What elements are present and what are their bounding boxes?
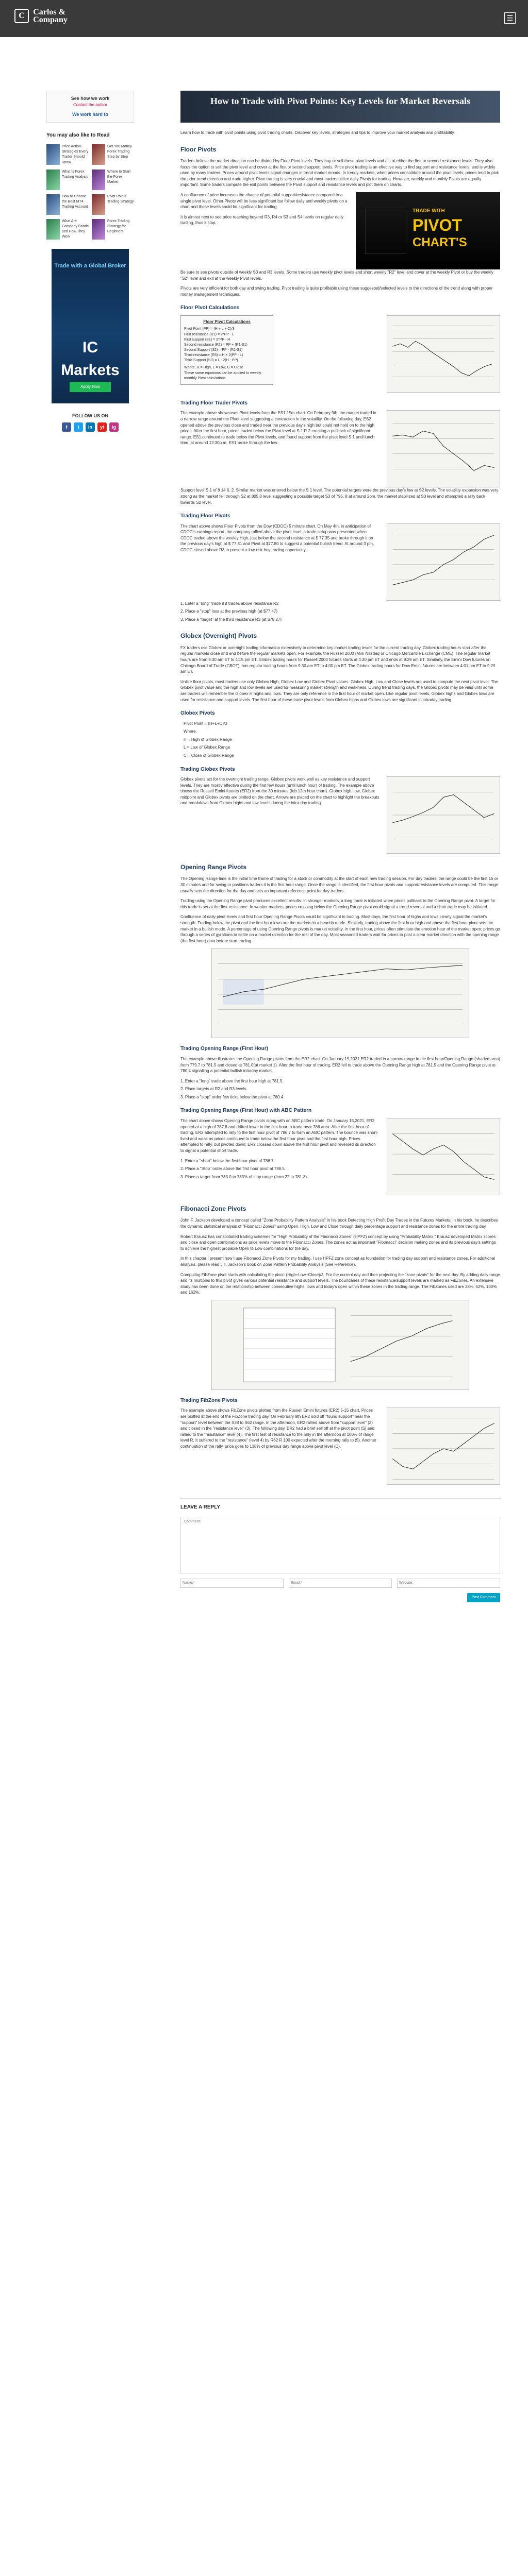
logo-mark: C [14,9,29,23]
linkedin-icon[interactable]: in [86,422,95,432]
comments-title: LEAVE A REPLY [180,1504,221,1511]
youtube-icon[interactable]: yt [97,422,107,432]
related-item[interactable]: Pivot Points Trading Strategy [92,194,134,215]
related-title: You may also like to Read [46,132,110,138]
fibzone-trading-row [180,1408,500,1485]
twitter-icon[interactable]: t [74,422,83,432]
pivot-chart-promo-image: TRADE WITH PIVOT CHART'S [356,192,500,269]
paragraph: The example above showcases Pivot levels from the ES1 15m chart. On February 9th, the market traded in a narrow range around the Pivot level suggesting a contraction in the volatility. On the following day, ES2 opened above the previous close and traded near the previous day's high but could not hold on to the high prices. After the first hour, prices traded below the Pivot level at S 1 R 2 creating a pullback of significant range. ES1 continued to trade below the Pivot levels, and found support from the pivot level S 1 until lunch time, at around 12:30p.m. ES1 broke through the low. [180,411,376,446]
trader-pivots-row [180,410,500,487]
name-field[interactable] [180,1579,284,1588]
globex-trading-row [180,776,500,854]
article-thumbnail [46,194,60,215]
article-intro: Learn how to trade with pivot points using pivot trading charts. Discover key levels, strategies and tips to improve your market analysis and profitability. [180,130,455,135]
related-item[interactable]: Forex Trading Strategy for Beginners [92,219,134,240]
logo-name: Carlos & Company [33,8,68,24]
comments-section [180,1498,500,1599]
article-thumbnail [46,219,60,240]
paragraph: The Opening Range time is the initial time frame of trading for a stock or commodity at the start of each new trading session. For day traders, the range could be the first 15 or 30 minutes and for swing or positions traders it is the first hour range. Once the range is identified, the first hour pivots and support/resistance levels are computed. This range usually sets the direction for the day and acts an important reference point for day traders. [180,876,498,893]
widget-link[interactable]: We work hard to [72,111,108,117]
paragraph: The example above illustrates the Opening Range pivots from the ER2 chart. On January 15,2021 ER2 traded in a narrow range in the first hour/Opening Range (shaded area) from 779.7 to 781.5 and closed at 781.0(at market 1). After the first hour of trading, ER2 fell to trade above the Opening Range high at 781.5 and the Opening Range pivot at 780.4 signalling a potential bullish intraday market. [180,1056,500,1074]
cdoc-pivot-chart [387,523,500,601]
section-heading: Trading Floor Pivots [180,513,230,519]
article [180,91,500,1602]
comment-textarea[interactable] [180,1517,500,1573]
comment-fields [180,1579,500,1588]
paragraph: The example above shows FibZone pivots plotted from the Russell Emini futures (ER2) 5-15 chart. Prices are plotted at the end of the FibZone trading day. On February 9th ER2 sold off "found support" near the "support" level between the S38 to S62 range. In the afternoon, ER2 rallied above from "support level" (2) and closed in the "resistance level" (3). The following day, ER2 had a brief sell off at the pivot point (S) and rallied to the "resistance" level (4). The first test of resistance to the rally in the afternoon at 100% of range level R. It suffered to the "resistance" (level 4) by R62 R 100 expected after the morning rally to (5). Another continuation of the rally, price goes to 138% of previous day range above pivot level (D). [180,1408,376,1449]
trade-steps: 1. Enter a "long" trade if it trades above resistance R2 2. Place a "stop" loss at the previous high (at $77.47) 3. Place a "target" at the third resistance R3 (at $78.27) [180,601,282,622]
website-field[interactable] [397,1579,500,1588]
paragraph: Support level S 1 of 8 14 6. 2. Similar market was entered below the S 1 level. The potential targets were the previous day's low at S2 levels. The volatility expansion was very strong as the market fell through S2 at 805.0 level suggesting a possible target S3 of 796. 8 at around 2pm, the market stabilized at S3 level and attempted a rally back towards S2 level. [180,488,499,505]
paragraph: Confluence of daily pivot levels and first hour Opening Range Pivots could be significant in trading. Most days, the first hour of highs and lows clearly signal the market's strength. Trading below the pivot and the first hour lows are the markets in a bearish mode. Similarly, trading above the first hour high and above the first hour pivot sets the market in a bullish mode. A percentage of using Opening Range pivots is market volatility. In the first hour, prices often stimulate the emotion hour of the market open; prices go through a series of gyrations to settle on a market direction for the rest of the day. Most seasoned traders wait for prices to post a clear market direction with the opening range (the first hour) data before start trading. [180,914,500,943]
post-comment-button[interactable]: Post Comment [467,1593,500,1602]
related-item[interactable]: Get You Money Forex Trading Step by Step [92,144,134,165]
site-logo[interactable] [14,8,68,24]
hamburger-icon[interactable]: ☰ [504,12,516,24]
paragraph: Pivots are very efficient for both day and swing trading. Pivot trading is quite profitable using these suggested/selected levels to the directions of the trend along with proper money management techniques. [180,286,493,297]
paragraph: Be sure to see pivots outside of weekly S3 and R3 levels. Some traders use weekly pivot levels and short weekly "R2" level and cover at the weekly Pivot or buy the weekly "S2" level and exit at the weekly Pivot levels. [180,269,493,281]
widget-title: See how we work [71,96,110,101]
floor-pivot-chart [387,315,500,393]
article-thumbnail [92,194,105,215]
social-links [46,422,134,432]
ad-apply-button[interactable]: Apply Now [70,382,111,392]
paragraph: Computing FibZone pivot starts with calculating the pivot: (High+Low+Close)/3. For the current day and then projecting the "zone pivots" for the next day. By adding daily range and its multiples to this pivot gives various potential resistance and support levels. The boundaries of these resistance/support levels are marked as FibZones. An extensive study has been done on the relationship between consecutive highs, lows and today's open within these zones in the trading range. The FibZones used are 38%, 62%, 100% and 162%. [180,1272,500,1295]
section-heading: Trading Globex Pivots [180,766,235,772]
section-heading: Globex (Overnight) Pivots [180,632,257,640]
paragraph: FX traders use Globex or overnight trading information extensively to determine key market trading levels for the current trading day. Globex trading hours start after the regular markets close and end before the regular markets open. For example, the Russell 2000 (Mini Nasdaq or Chicago Mercantile Exchange (CME). The regular market hours are from 9:30 am ET to 4:15 pm ET. Globex trading hours for Russell 2000 futures starts at 4:30 pm ET and ends at 9:29 am ET. Similarly, the Emini Dow futures on Chicago Board of Trade (CBOT), has regular trading hours from 9:30 am ET to 4:00 pm ET. The Globex trading hours for Dow Emini futures are between 4:01 pm ET to 9:29 am ET. [180,645,496,674]
article-thumbnail [92,170,105,190]
article-thumbnail [46,170,60,190]
article-thumbnail [46,144,60,165]
paragraph: In this chapter I present how I use Fibonacci Zone Pivots for my trading. I use HPFZ zone concept as foundation for trading day support and resistance zones. For additional analysis, please read J.T. Jackson's book on Zone Pattern Probability Analysis (See Reference). [180,1256,496,1267]
article-thumbnail [92,144,105,165]
paragraph: Globex pivots act for the overnight trading range. Globex pivots work well as key resistance and support levels. They are mostly effective during the first few hours (until lunch hour) of trading. The example above shows the Russell Emini futures (ER2) from the 30 minutes (feb 12th hour chart). Globex high, low, Globex midpoint and Globex pivots are plotted on the chart. Arrows are placed on the chart to highlight the breakouts and breakdown from Globex highs and low levels during the intra-day trading. [180,777,380,806]
section-heading: Globex Pivots [180,710,215,717]
paragraph: Traders believe the market direction can be divided by Floor Pivot levels. They buy or sell these pivot levels and act at either the first or second resistance levels. They also focus the option to sell the pivot level and cover at the first or second support levels. Price pivot trading is an effective way to find support and resistance levels, and is widely used by many traders. Prices around pivot levels signal changes in trend market moods. In trendy markets, when prices consolidate around the pivot levels, prices tend to pick the prior trend direction and trade higher. Pivot trading is very crucial and most traders utilize daily Pivots for trading. However, weekly and monthly Pivots are equally important. Some traders compute the exit points between the Pivot support and resistance levels and plot them on charts. [180,158,499,188]
section-heading: Trading Opening Range (First Hour) [180,1046,268,1052]
ad-headline: Trade with a Global Broker [54,263,126,269]
calc-row [180,315,500,393]
related-item[interactable]: How to Choose the Best MT4 Trading Account [46,194,89,215]
author-widget [46,91,134,123]
globex-formula: Pivot Point = (H+L+C)/3 Where, H = High of Globex Range L = Low of Globex Range C = Close of Globex Range [184,721,234,758]
section-heading: Opening Range Pivots [180,863,247,871]
related-list [46,144,134,240]
sidebar [46,91,134,432]
paragraph: The chart above shows Floor Pivots from the Dow (CDOC) 5 minute chart. On May 4th, in anticipation of CDOC's earnings report, the company rallied above the pivot level; a trade setup was presented when CDOC traded above the weekly High, just below the second resistance at $ 77.35 and broke through it on the previous day's high at $ 77.81 and Pivot at $77.80 to suggest a potential bullish trend. At around 3 pm, CDOC closed above R3 to present a low-risk buy trading opportunity. [180,523,374,552]
er2-globex-chart [387,776,500,854]
trade-steps: 1. Enter a "short" below the first hour pivot of 786.7. 2. Place a "Stop" order above the first hour pivot at 788.5. 3. Place a target from 783.0 to 783% of stop range (from 22 to 781.3). [180,1158,308,1179]
paragraph: It is almost next to see price reaching beyond R3, R4 or S3 and S4 levels on regular daily trading, thus it stop. [180,214,344,226]
paragraph: Trading using the Opening Range pivot produces excellent results. In stronger markets, a long trade is initiated when prices pullback to the Opening Range pivot. A target for this trade is set at the first resistance. In weaker markets, prices crossing below the Opening Range pivot could signal a trend reversal and a short trade may be initiated. [180,899,496,909]
chart-icon [365,208,406,254]
instagram-icon[interactable]: ig [109,422,119,432]
fibzone-chart [387,1408,500,1485]
paragraph: The chart above shows Opening Range pivots along with an ABC pattern trade. On January 15,2021, ER2 opened at a high of 787.8 and drifted lower in the first hour to trade near 786 area. After the first hour of trading, ER2 attempted to rally to the first hour pivot of 786.7 to form an ABC pattern. The bounce was short-lived and weak as prices continued to trade below the first hour pivot and the first hour high. Prices attempted to rally, but pivoted down; ER2 crossed down above the first hour pivot and reversed its direction to signal a potential short trade. [180,1118,378,1153]
email-field[interactable] [289,1579,392,1588]
paragraph: A confluence of price increases the chance of potential support/resistance compared to a single pivot level. Other Pivots will be less significant but follow daily and weekly pivots on a chart and these levels could be significant for trading. [180,192,348,210]
related-item[interactable]: What Are Company Bonds and How They Work [46,219,89,240]
related-item[interactable]: Price Action Strategies Every Trader Should Know [46,144,89,165]
ad-brand: IC Markets [61,339,120,379]
section-heading: Floor Pivots [180,145,217,153]
trade-steps: 1. Enter a "long" trade above the first hour high at 781.5. 2. Place targets at R2 and R3 levels. 3. Place a "stop" order few ticks below the pivot at 780.4. [180,1078,285,1099]
fibzone-table-image [211,1300,469,1390]
section-heading: Trading Floor Trader Pivots [180,400,248,406]
broker-ad-banner[interactable] [52,249,129,403]
opening-range-chart [211,948,469,1038]
es1-pivot-chart [387,410,500,487]
related-item[interactable]: Where to Start the Forex Market [92,170,134,190]
floor-pivots-row [180,192,500,269]
abc-pattern-row [180,1118,500,1195]
follow-label: FOLLOW US ON [72,413,108,419]
comment-label: Comment: [184,1519,201,1523]
related-item[interactable]: What Is Forex Trading Analysis [46,170,89,190]
article-hero-title: How to Trade with Pivot Points: Key Levels for Market Reversals [180,91,500,123]
abc-pattern-chart [387,1118,500,1195]
paragraph: Robert Krausz has consolidated trading schemes for "High Probability of the Fibonacci Zones" (HPFZ) concept by using "Probability Matrix." Krausz developed Matrix scores and close and open combinations as price levels move to the Fibonacci Zones. The zones act as important "Fibonacci" decision making zones and its previous day's settings to achieve the highest probable Open to Low combinations for the day. [180,1234,496,1251]
paragraph: Unlike floor pivots, most traders use only Globex High, Globex Low and Globex Pivot values. Globex High, Low and Close levels are used to compute the next pivot level. The Globex pivot value and the high and low levels are used for measuring market strength and weakness. During trend trading days, the Globex pivots may be valid until some are traders will remember the Globex H highs and lows. They are only reference in the first hour of market open. Like regular pivot levels, Globex highs and Globex lows are used for resistance and support levels. The first hour of these trade pivot levels from Globex highs and Globex lows are significant in intraday trading. [180,679,498,702]
facebook-icon[interactable]: f [62,422,71,432]
widget-subtitle[interactable]: Contact the author [73,103,107,108]
section-heading: Trading Opening Range (First Hour) with ABC Pattern [180,1108,312,1114]
calc-formula-box: Floor Pivot Calculations Pivot Point (PP) = (H + L + C)/3 First resistance (R1) = 2*PP - L First support (S1) = 2*PP - H Second resistance (R2) = PP + (R1-S1) Second Support (S2) = PP - (R1-S1) Third resistance (R3) = H + 2(PP - L) Third Support (S3) = L - 2(H - PP) Where, H = High, L = Low, C = Close These same equations can be applied to weekly, monthly Pivot calculations. [180,315,273,385]
section-heading: Floor Pivot Calculations [180,305,240,311]
section-heading: Trading FibZone Pivots [180,1397,238,1403]
article-thumbnail [92,219,105,240]
top-bar [0,0,528,37]
paragraph: John F. Jackson developed a concept called "Zone Probability Pattern Analysis" in his book Detecting High Profit Day Trades in the Futures Markets. In his book, he describes the dynamic statistical analysis of "Fibonacci Zones" using Open, High, Low and Close through daily percentage support and resistance zones for the entire trading day. [180,1218,498,1229]
section-heading: Fibonacci Zone Pivots [180,1205,246,1212]
floor-pivots-2-row [180,523,500,601]
